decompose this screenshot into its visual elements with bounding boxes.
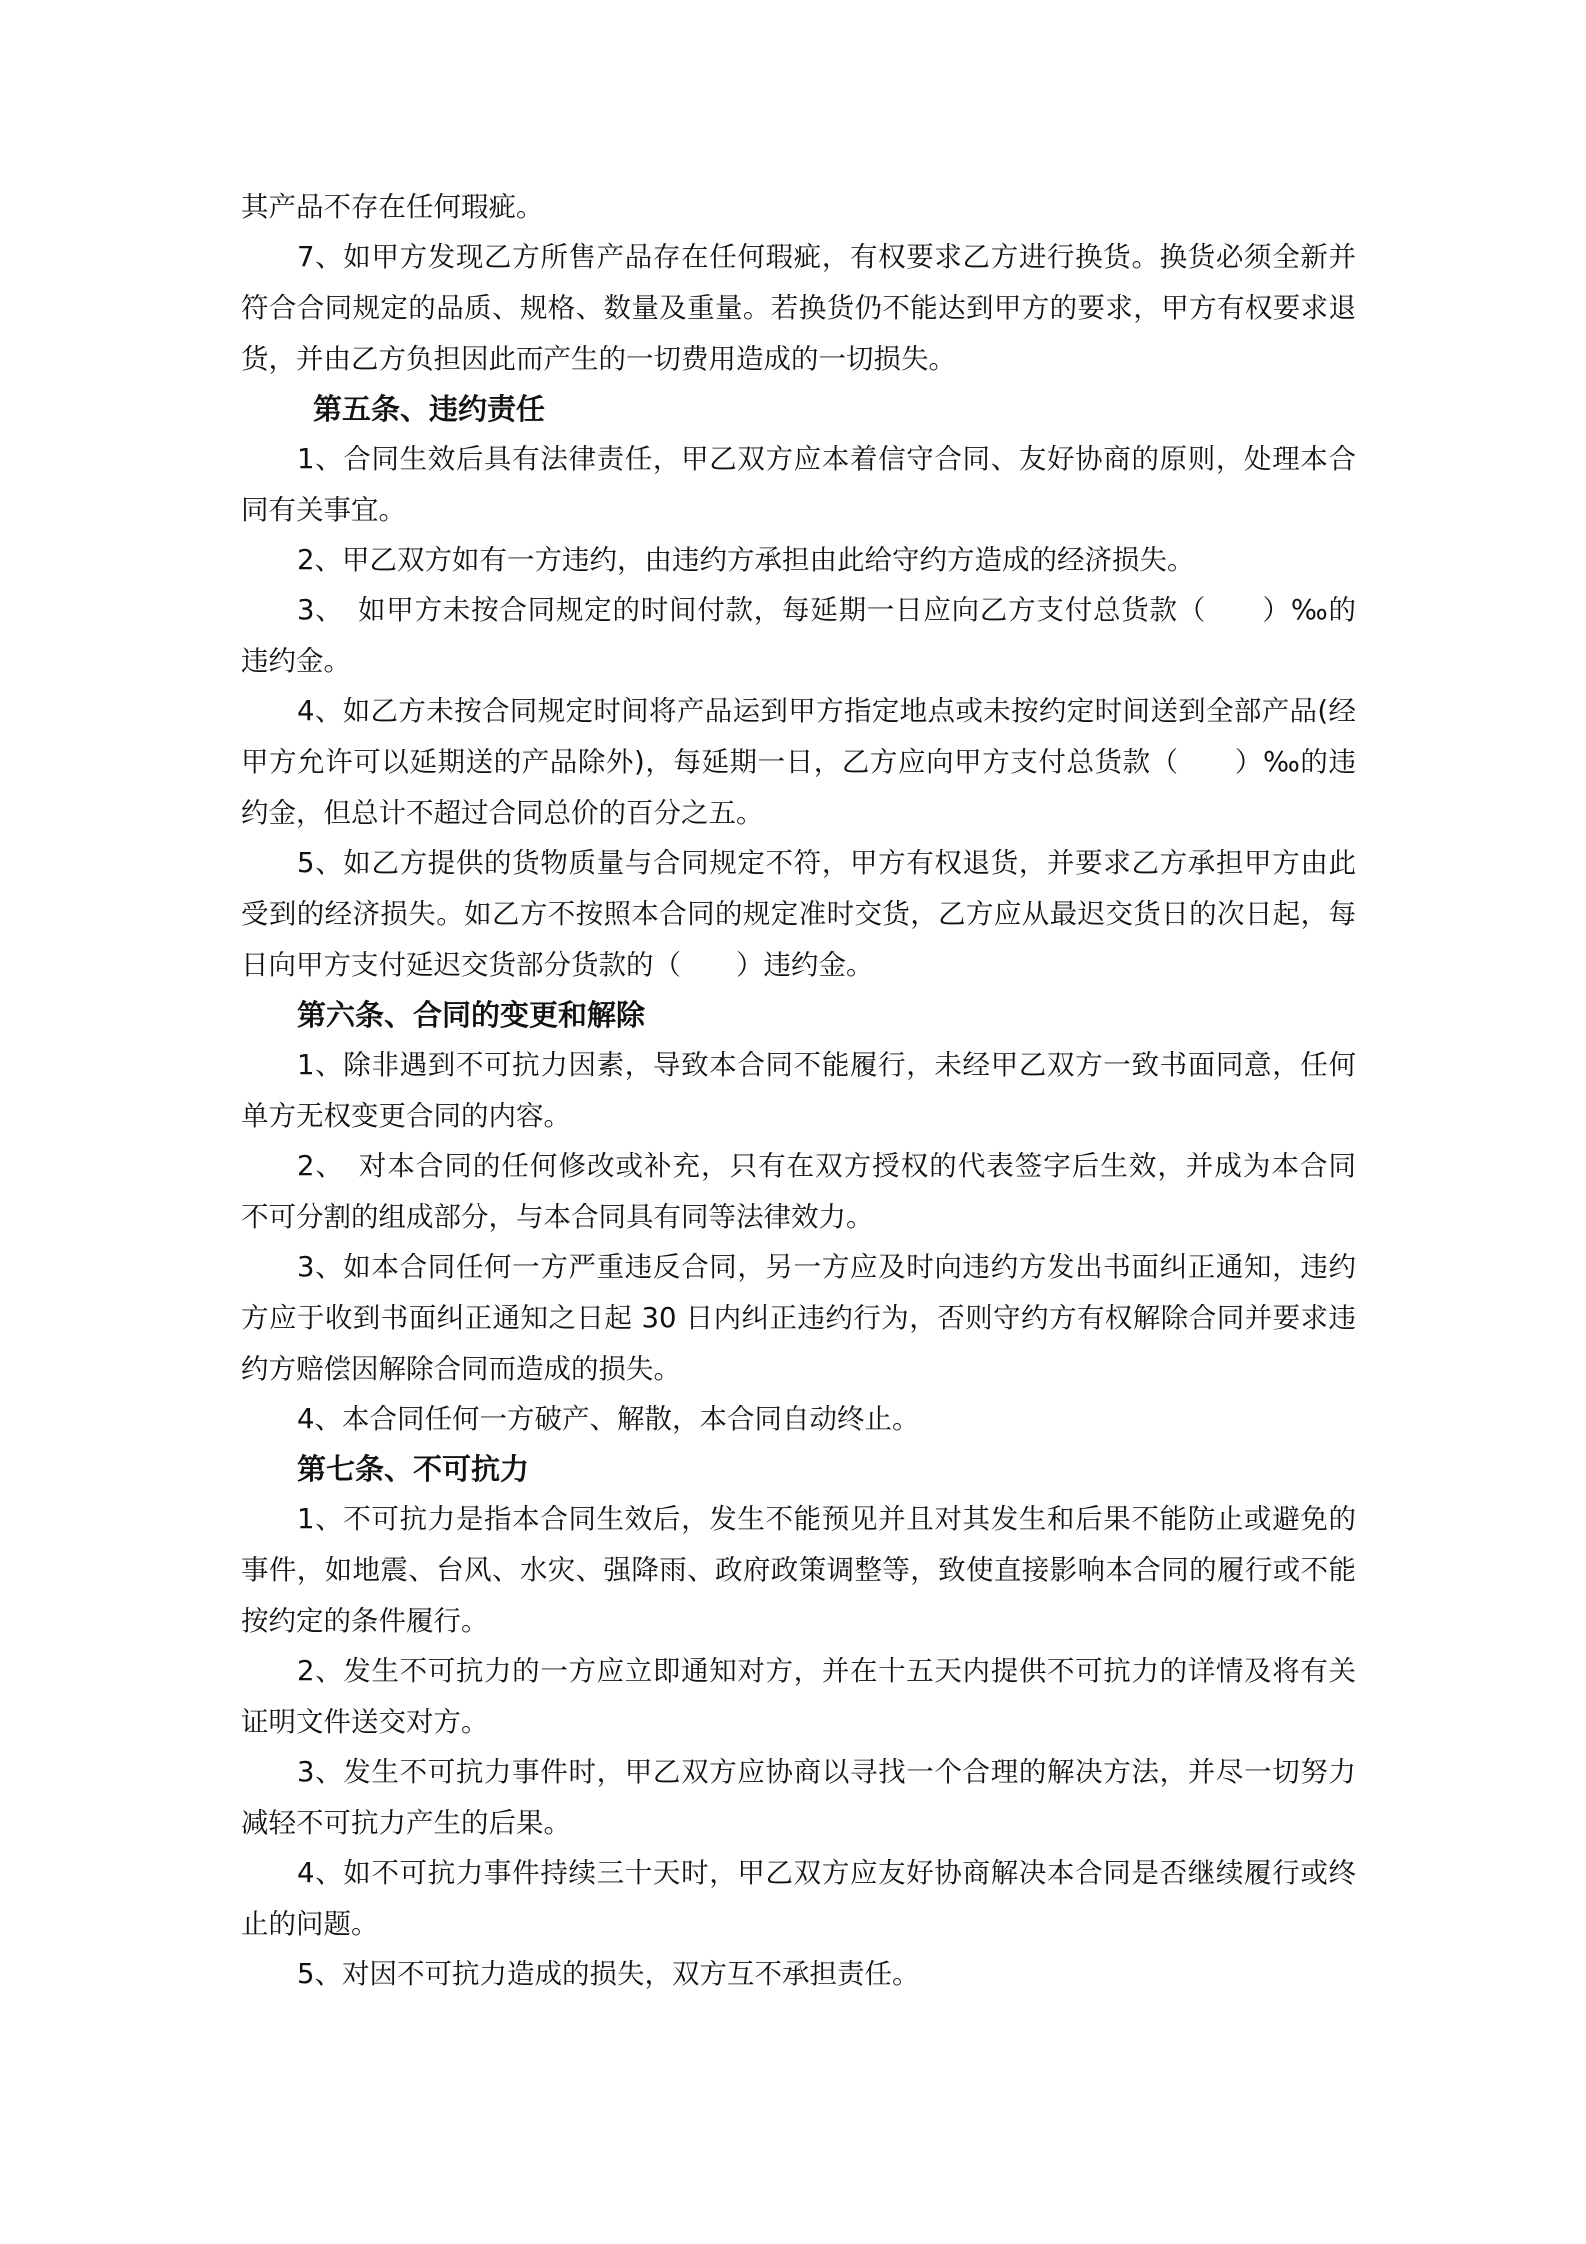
text-line: 1、不可抗力是指本合同生效后，发生不能预见并且对其发生和后果不能防止或避免的 xyxy=(297,1503,1356,1535)
paragraph-5-3 xyxy=(241,593,1356,678)
text-line: 违约金。 xyxy=(241,645,351,677)
text-line: 其产品不存在任何瑕疵。 xyxy=(241,191,544,223)
text-line: 1、合同生效后具有法律责任，甲乙双方应本着信守合同、友好协商的原则，处理本合 xyxy=(297,443,1356,475)
paragraph-7-1 xyxy=(241,1502,1356,1638)
paragraph-item-7-exchange xyxy=(241,240,1356,376)
paragraph-5-2 xyxy=(241,543,1356,577)
text-line: 4、如不可抗力事件持续三十天时，甲乙双方应友好协商解决本合同是否继续履行或终 xyxy=(297,1857,1356,1889)
paragraph-7-5 xyxy=(241,1957,1356,1991)
paragraph-5-4 xyxy=(241,694,1356,830)
text-line: 不可分割的组成部分，与本合同具有同等法律效力。 xyxy=(241,1201,874,1233)
text-line: 4、如乙方未按合同规定时间将产品运到甲方指定地点或未按约定时间送到全部产品(经 xyxy=(297,695,1356,727)
paragraph-7-2 xyxy=(241,1654,1356,1739)
paragraph-6-4 xyxy=(241,1402,1356,1436)
text-line: 受到的经济损失。如乙方不按照本合同的规定准时交货，乙方应从最迟交货日的次日起，每 xyxy=(241,898,1356,930)
text-line: 5、对因不可抗力造成的损失，双方互不承担责任。 xyxy=(297,1958,920,1990)
text-line: 约方赔偿因解除合同而造成的损失。 xyxy=(241,1353,681,1385)
paragraph-5-1 xyxy=(241,442,1356,527)
text-line: 5、如乙方提供的货物质量与合同规定不符，甲方有权退货，并要求乙方承担甲方由此 xyxy=(297,847,1356,879)
text-line: 货，并由乙方负担因此而产生的一切费用造成的一切损失。 xyxy=(241,343,956,375)
text-line: 减轻不可抗力产生的后果。 xyxy=(241,1807,571,1839)
section-heading-7: 第七条、不可抗力 xyxy=(297,1452,530,1486)
text-line: 同有关事宜。 xyxy=(241,494,406,526)
paragraph-6-1 xyxy=(241,1048,1356,1133)
text-line: 3、如本合同任何一方严重违反合同，另一方应及时向违约方发出书面纠正通知，违约 xyxy=(297,1251,1356,1283)
text-line: 2、发生不可抗力的一方应立即通知对方，并在十五天内提供不可抗力的详情及将有关 xyxy=(297,1655,1356,1687)
text-line: 3、 如甲方未按合同规定的时间付款，每延期一日应向乙方支付总货款（ ）‰的 xyxy=(297,594,1356,626)
text-line: 7、如甲方发现乙方所售产品存在任何瑕疵，有权要求乙方进行换货。换货必须全新并 xyxy=(297,241,1356,273)
text-line: 方应于收到书面纠正通知之日起 30 日内纠正违约行为，否则守约方有权解除合同并要求违 xyxy=(241,1302,1356,1334)
text-line: 2、甲乙双方如有一方违约，由违约方承担由此给守约方造成的经济损失。 xyxy=(297,544,1195,576)
contract-page xyxy=(241,190,1356,2007)
text-line: 单方无权变更合同的内容。 xyxy=(241,1100,571,1132)
paragraph-5-5 xyxy=(241,846,1356,982)
paragraph-defect-end xyxy=(241,190,1356,224)
text-line: 甲方允许可以延期送的产品除外)，每延期一日，乙方应向甲方支付总货款（ ）‰的违 xyxy=(241,746,1356,778)
text-line: 1、除非遇到不可抗力因素，导致本合同不能履行，未经甲乙双方一致书面同意，任何 xyxy=(297,1049,1356,1081)
paragraph-7-3 xyxy=(241,1755,1356,1840)
text-line: 2、 对本合同的任何修改或补充，只有在双方授权的代表签字后生效，并成为本合同 xyxy=(297,1150,1356,1182)
text-line: 事件，如地震、台风、水灾、强降雨、政府政策调整等，致使直接影响本合同的履行或不能 xyxy=(241,1554,1356,1586)
text-line: 符合合同规定的品质、规格、数量及重量。若换货仍不能达到甲方的要求，甲方有权要求退 xyxy=(241,292,1356,324)
paragraph-6-3 xyxy=(241,1250,1356,1386)
section-heading-6: 第六条、合同的变更和解除 xyxy=(297,998,646,1032)
text-line: 约金，但总计不超过合同总价的百分之五。 xyxy=(241,797,764,829)
text-line: 日向甲方支付延迟交货部分货款的（ ）违约金。 xyxy=(241,949,874,981)
paragraph-6-2 xyxy=(241,1149,1356,1234)
text-line: 3、发生不可抗力事件时，甲乙双方应协商以寻找一个合理的解决方法，并尽一切努力 xyxy=(297,1756,1356,1788)
text-line: 4、本合同任何一方破产、解散，本合同自动终止。 xyxy=(297,1403,920,1435)
text-line: 按约定的条件履行。 xyxy=(241,1605,489,1637)
paragraph-7-4 xyxy=(241,1856,1356,1941)
text-line: 证明文件送交对方。 xyxy=(241,1706,489,1738)
section-heading-5: 第五条、违约责任 xyxy=(313,392,546,426)
text-line: 止的问题。 xyxy=(241,1908,379,1940)
